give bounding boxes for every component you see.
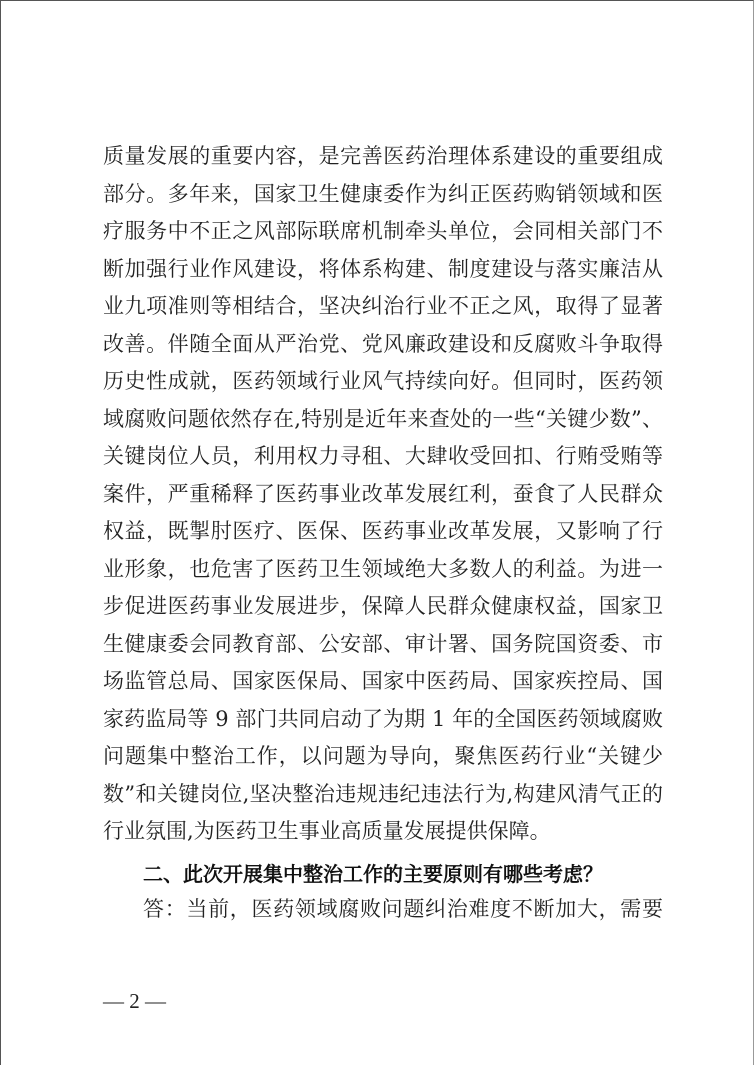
answer-line: 答：当前，医药领域腐败问题纠治难度不断加大，需要 bbox=[143, 897, 663, 921]
paragraph-line-1: 质量发展的重要内容，是完善医药治理体系建设的重要组成 bbox=[103, 144, 663, 168]
paragraph-line-8: 域腐败问题依然存在,特别是近年来查处的一些“关键少数”、 bbox=[103, 406, 663, 431]
paragraph-line-4: 断加强行业作风建设，将体系构建、制度建设与落实廉洁从 bbox=[103, 256, 663, 281]
paragraph-line-14: 生健康委会同教育部、公安部、审计署、国务院国资委、市 bbox=[103, 631, 663, 656]
paragraph-line-11: 权益，既掣肘医疗、医保、医药事业改革发展，又影响了行 bbox=[103, 519, 663, 543]
paragraph-line-18: 数”和关键岗位,坚决整治违规违纪违法行为,构建风清气正的 bbox=[103, 781, 663, 806]
page-number: — 2 — bbox=[103, 989, 166, 1013]
body-paragraph bbox=[103, 138, 663, 851]
paragraph-line-3: 疗服务中不正之风部际联席机制牵头单位，会同相关部门不 bbox=[103, 219, 663, 243]
paragraph-line-9: 关键岗位人员，利用权力寻租、大肆收受回扣、行贿受贿等 bbox=[103, 444, 663, 468]
paragraph-line-13: 步促进医药事业发展进步，保障人民群众健康权益，国家卫 bbox=[103, 594, 663, 618]
paragraph-line-15: 场监管总局、国家医保局、国家中医药局、国家疾控局、国 bbox=[103, 669, 663, 693]
paragraph-line-6: 改善。伴随全面从严治党、党风廉政建设和反腐败斗争取得 bbox=[103, 331, 663, 356]
paragraph-line-10: 案件，严重稀释了医药事业改革发展红利，蚕食了人民群众 bbox=[103, 481, 663, 506]
section-heading: 二、此次开展集中整治工作的主要原则有哪些考虑？ bbox=[143, 862, 603, 886]
paragraph-line-16: 家药监局等 9 部门共同启动了为期 1 年的全国医药领域腐败 bbox=[103, 706, 663, 731]
paragraph-line-7: 历史性成就，医药领域行业风气持续向好。但同时，医药领 bbox=[103, 369, 663, 393]
paragraph-line-5: 业九项准则等相结合，坚决纠治行业不正之风，取得了显著 bbox=[103, 294, 663, 318]
paragraph-line-17: 问题集中整治工作，以问题为导向，聚焦医药行业“关键少 bbox=[103, 744, 663, 768]
paragraph-line-19: 行业氛围,为医药卫生事业高质量发展提供保障。 bbox=[103, 819, 551, 843]
paragraph-line-2: 部分。多年来，国家卫生健康委作为纠正医药购销领域和医 bbox=[103, 181, 663, 206]
paragraph-line-12: 业形象，也危害了医药卫生领域绝大多数人的利益。为进一 bbox=[103, 556, 663, 581]
